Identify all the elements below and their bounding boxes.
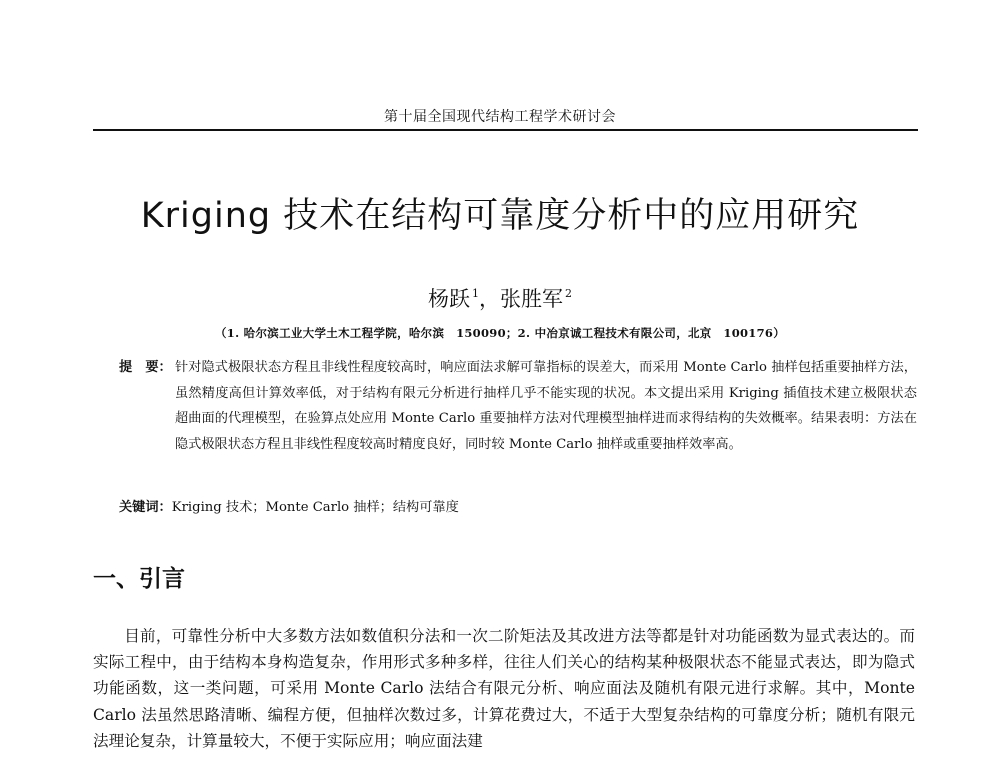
author-name: 杨跃 (428, 287, 470, 311)
author-separator: ， (479, 287, 500, 311)
author-name: 张胜军 (500, 287, 563, 311)
author-affiliation-mark: 1 (472, 287, 479, 300)
abstract-body: 针对隐式极限状态方程且非线性程度较高时，响应面法求解可靠指标的误差大，而采用 Monte Carlo 抽样包括重要抽样方法，虽然精度高但计算效率低，对于结构有限元分析进行抽样几乎不能实现的状况。本文提出采用 Kriging 插值技术建立极限状态超曲面的代理模型，在验算点处应用 Monte Carlo 重要抽样方法对代理模型抽样进而求得结构的失效概率。结果表明：方法在隐式极限状态方程且非线性程度较高时精度良好，同时较 Monte Carlo 抽样或重要抽样效率高。 (175, 360, 917, 452)
section-heading: 一、引言 (93, 566, 185, 592)
keywords (119, 495, 919, 520)
author-affiliation-mark: 2 (565, 287, 572, 300)
section-body: 目前，可靠性分析中大多数方法如数值积分法和一次二阶矩法及其改进方法等都是针对功能函数为显式表达的。而实际工程中，由于结构本身构造复杂，作用形式多种多样，往往人们关心的结构某种极限状态不能显式表达，即为隐式功能函数，这一类问题，可采用 Monte Carlo 法结合有限元分析、响应面法及随机有限元进行求解。其中，Monte Carlo 法虽然思路清晰、编程方便，但抽样次数过多，计算花费过大，不适于大型复杂结构的可靠度分析；随机有限元法理论复杂，计算量较大，不便于实际应用；响应面法建 (93, 627, 915, 750)
keywords-label: 关键词： (119, 500, 172, 515)
header-rule (93, 129, 918, 131)
abstract-label: 提 要： (119, 360, 172, 375)
affiliation: （1. 哈尔滨工业大学土木工程学院，哈尔滨 150090；2. 中冶京诚工程技术有限公司，北京 100176） (214, 326, 786, 340)
keywords-text: Kriging 技术；Monte Carlo 抽样；结构可靠度 (171, 500, 459, 515)
author-line (0, 283, 1000, 313)
paper-title: Kriging 技术在结构可靠度分析中的应用研究 (140, 196, 860, 236)
running-header: 第十届全国现代结构工程学术研讨会 (384, 109, 616, 125)
